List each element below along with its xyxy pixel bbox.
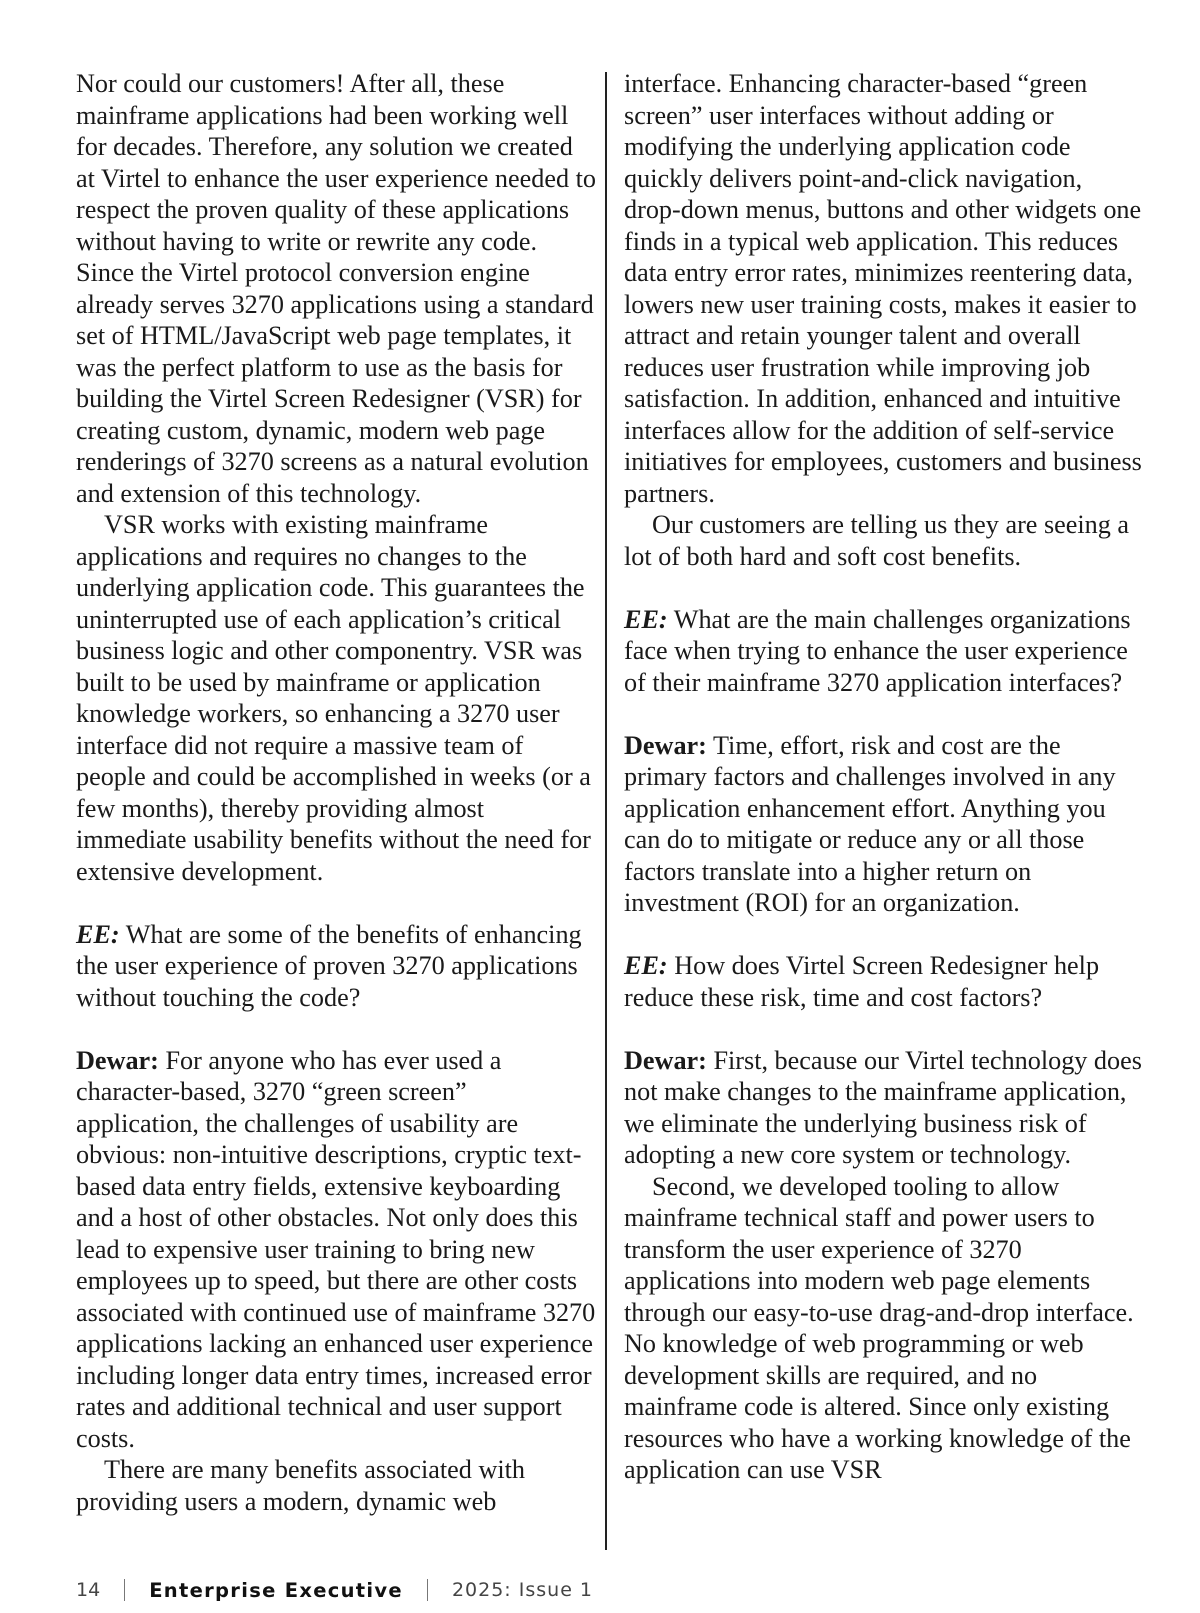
footer-separator [124,1579,125,1601]
paragraph: Nor could our customers! After all, these mainframe applications had been working well for decades. Therefore, any solution we created at Virtel to enhance the user experience needed to respect the proven quality of these applications without having to write or rewrite any code. Since the Virtel protocol conversion engine already serves 3270 applications using a standard set of HTML/JavaScript web page templates, it was the perfect platform to use as the basis for building the Virtel Screen Redesigner (VSR) for creating custom, dynamic, modern web page renderings of 3270 screens as a natural evolution and extension of this technology. [76,69,596,508]
question-ee-vsr [624,950,1144,1013]
answer-text: Time, effort, risk and cost are the primary factors and challenges involved in any application enhancement effort. Anything you can do to mitigate or reduce any or all those factors translate into a higher return on investment (ROI) for an organization. [624,730,1116,917]
page-number: 14 [76,1579,101,1601]
speaker-label-dewar: Dewar: [624,1045,707,1075]
footer-separator [427,1579,428,1601]
page-footer [76,1575,593,1605]
speaker-label-ee: EE: [76,919,120,949]
issue-label: 2025: Issue 1 [451,1579,594,1601]
speaker-label-dewar: Dewar: [76,1045,159,1075]
question-text: What are some of the benefits of enhancing the user experience of proven 3270 applications without touching the code? [76,919,582,1012]
left-column [76,68,596,1517]
paragraph: VSR works with existing mainframe applications and requires no changes to the underlying application code. This guarantees the uninterrupted use of each application’s critical business logic and other componentry. VSR was built to be used by mainframe or application knowledge workers, so enhancing a 3270 user interface did not require a massive team of people and could be accomplished in weeks (or a few months), thereby providing almost immediate usability benefits without the need for extensive development. [76,510,591,886]
speaker-label-dewar: Dewar: [624,730,707,760]
paragraph: interface. Enhancing character-based “green screen” user interfaces without adding or modifying the underlying application code quickly delivers point-and-click navigation, drop-down menus, buttons and other widgets one finds in a typical web application. This reduces data entry error rates, minimizes reentering data, lowers new user training costs, makes it easier to attract and retain younger talent and overall reduces user frustration while improving job satisfaction. In addition, enhanced and intuitive interfaces allow for the addition of self-service initiatives for employees, customers and business partners. [624,69,1142,508]
answer-text: For anyone who has ever used a character-based, 3270 “green screen” application, the challenges of usability are obvious: non-intuitive descriptions, cryptic text-based data entry fields, extensive keyboarding and a host of other obstacles. Not only does this lead to expensive user training to bring new employees up to speed, but there are other costs associated with continued use of mainframe 3270 applications lacking an enhanced user experience including longer data entry times, increased error rates and additional technical and user support costs. [76,1045,596,1453]
paragraph: Second, we developed tooling to allow mainframe technical staff and power users to transform the user experience of 3270 applications into modern web page elements through our easy-to-use drag-and-drop interface. No knowledge of web programming or web development skills are required, and no mainframe code is altered. Since only existing resources who have a working knowledge of the application can use VSR [624,1171,1134,1484]
speaker-label-ee: EE: [624,604,668,634]
speaker-label-ee: EE: [624,951,668,980]
question-text: How does Virtel Screen Redesigner help reduce these risk, time and cost factors? [624,951,1100,1012]
answer-text: First, because our Virtel technology does not make changes to the mainframe application, we eliminate the underlying business risk of adopting a new core system or technology. [624,1045,1142,1169]
answer-dewar-benefits [76,1045,596,1455]
column-divider [605,72,607,1550]
answer-dewar-vsr [624,1045,1144,1171]
paragraph: Our customers are telling us they are seeing a lot of both hard and soft cost benefits. [624,510,1130,571]
magazine-title: Enterprise Executive [149,1578,403,1602]
paragraph: There are many benefits associated with providing users a modern, dynamic web [76,1455,526,1516]
right-column [624,68,1144,1486]
question-text: What are the main challenges organizations face when trying to enhance the user experience of their mainframe 3270 application interfaces? [624,604,1131,697]
question-ee-challenges [624,604,1144,699]
answer-dewar-challenges [624,730,1144,919]
question-ee-benefits [76,919,596,1014]
